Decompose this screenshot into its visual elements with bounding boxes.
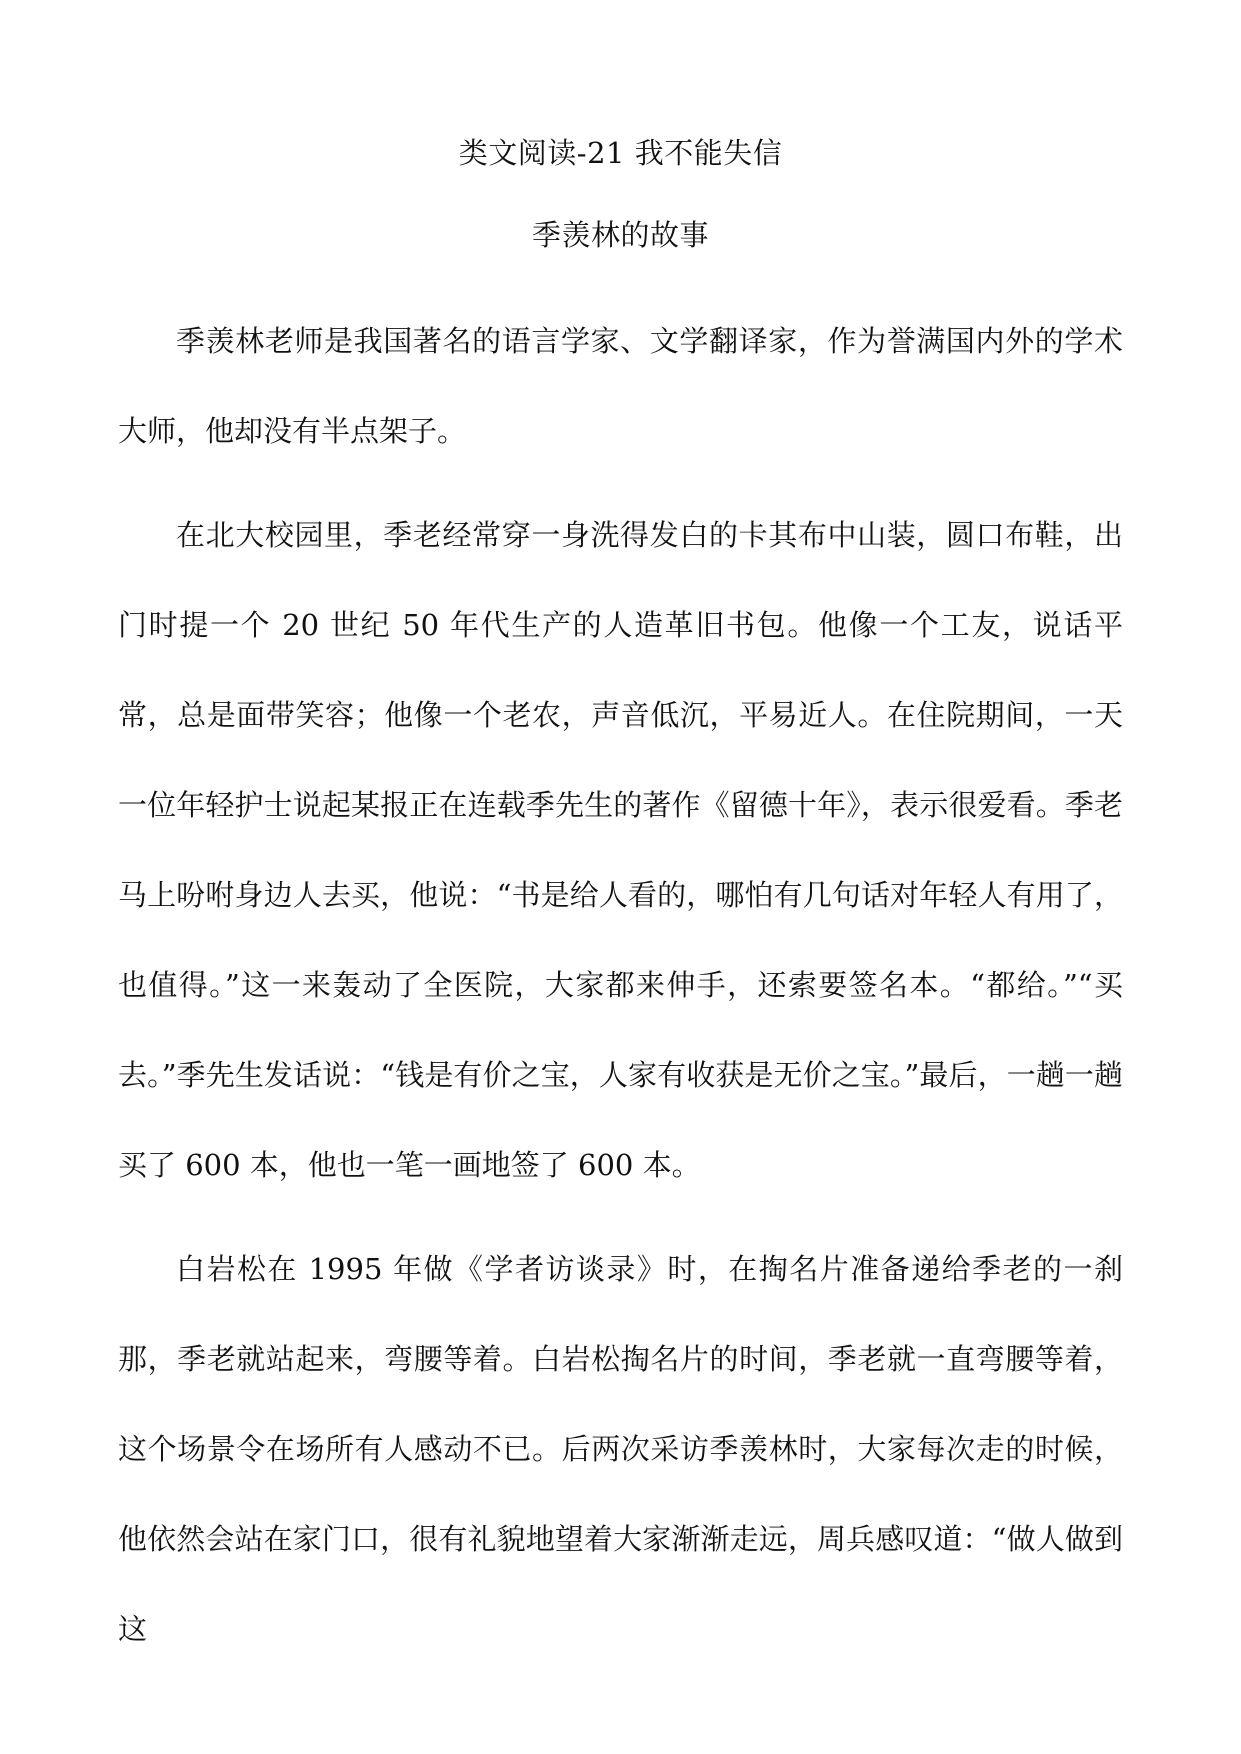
document-subtitle: 季羡林的故事 (531, 218, 709, 252)
paragraph: 白岩松在 1995 年做《学者访谈录》时，在掏名片准备递给季老的一刹那，季老就站起来，弯腰等着。白岩松掏名片的时间，季老就一直弯腰等着，这个场景令在场所有人感动不已。后两次采访季羡林时，大家每次走的时候，他依然会站在家门口，很有礼貌地望着大家渐渐走远，周兵感叹道：“做人做到这 (118, 1252, 1123, 1646)
paragraph: 季羡林老师是我国著名的语言学家、文学翻译家，作为誉满国内外的学术大师，他却没有半点架子。 (118, 324, 1123, 448)
paragraph: 在北大校园里，季老经常穿一身洗得发白的卡其布中山装，圆口布鞋，出门时提一个 20 世纪 50 年代生产的人造革旧书包。他像一个工友，说话平常，总是面带笑容；他像一个老农，声音低沉，平易近人。在住院期间，一天一位年轻护士说起某报正在连载季先生的著作《留德十年》，表示很爱看。季老马上吩咐身边人去买，他说：“书是给人看的，哪怕有几句话对年轻人有用了，也值得。”这一来轰动了全医院，大家都来伸手，还索要签名本。“都给。”“买去。”季先生发话说：“钱是有价之宝，人家有收获是无价之宝。”最后，一趟一趟买了 600 本，他也一笔一画地签了 600 本。 (118, 518, 1123, 1182)
document-body (118, 296, 1123, 1688)
document-title: 类文阅读-21 我不能失信 (458, 136, 783, 170)
